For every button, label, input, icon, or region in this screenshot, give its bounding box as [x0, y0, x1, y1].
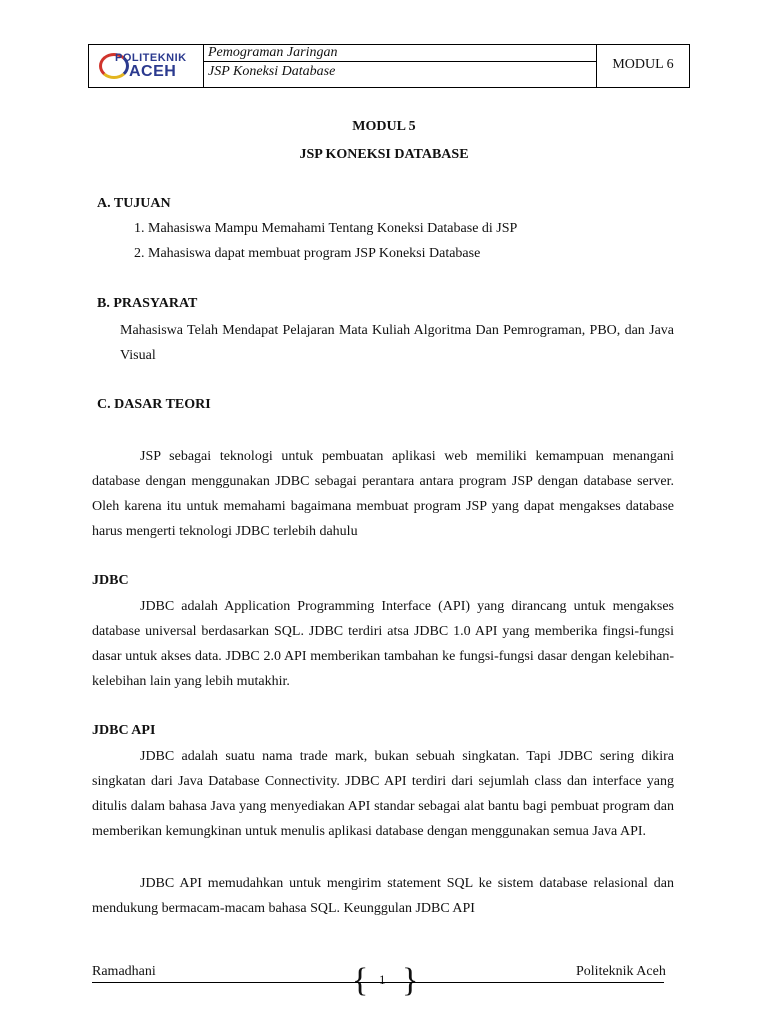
section-heading-prasyarat: B. PRASYARAT	[97, 296, 198, 311]
section-heading-dasar-teori: C. DASAR TEORI	[97, 397, 211, 412]
module-label: MODUL 6	[612, 57, 674, 72]
document-header	[88, 44, 690, 88]
module-title: MODUL 5	[352, 119, 416, 134]
module-cell	[597, 45, 689, 87]
header-divider	[204, 61, 596, 62]
footer-rule	[92, 982, 664, 983]
list-item: 1. Mahasiswa Mampu Memahami Tentang Koneksi Database di JSP	[134, 221, 518, 236]
section-heading-tujuan: A. TUJUAN	[97, 196, 171, 211]
section-heading-jdbc-api: JDBC API	[92, 723, 156, 738]
topic-name: JSP Koneksi Database	[208, 64, 336, 79]
jdbc-api-paragraph-1: JDBC adalah suatu nama trade mark, bukan sebuah singkatan. Tapi JDBC sering dikira singkatan dari Java Database Connectivity. JDBC API terdiri dari sejumlah class dan interface yang ditulis dalam bahasa Java yang menyediakan API standar sebagai alat bantu bagi pembuat program dan memberikan kemungkinan untuk menulis aplikasi database dengan menggunakan semua Java API.	[92, 749, 674, 839]
logo-cell	[89, 45, 204, 87]
section-heading-jdbc: JDBC	[92, 573, 129, 588]
jdbc-api-paragraph-2: JDBC API memudahkan untuk mengirim statement SQL ke sistem database relasional dan mendukung bermacam-macam bahasa SQL. Keunggulan JDBC API	[92, 876, 674, 916]
logo-text-bottom: ACEH	[129, 63, 177, 80]
list-item: 2. Mahasiswa dapat membuat program JSP Koneksi Database	[134, 246, 481, 261]
right-brace-icon: }	[402, 962, 419, 999]
jdbc-paragraph: JDBC adalah Application Programming Interface (API) yang dirancang untuk mengakses database universal berdasarkan SQL. JDBC terdiri atsa JDBC 1.0 API yang memberika fingsi-fungsi dasar untuk akses data. JDBC 2.0 API memberikan tambahan ke fungsi-fungsi dasar dengan kelebihan-kelebihan lain yang lebih mutakhir.	[92, 599, 674, 689]
dasar-teori-paragraph: JSP sebagai teknologi untuk pembuatan aplikasi web memiliki kemampuan menangani database dengan menggunakan JDBC sebagai perantara antara program JSP dengan database server. Oleh karena itu untuk memahami bagaimana membuat program JSP yang dapat mengakses database harus mengerti teknologi JDBC terlebih dahulu	[92, 449, 674, 539]
left-brace-icon: {	[352, 962, 369, 999]
footer-institution: Politeknik Aceh	[576, 964, 666, 979]
prasyarat-paragraph: Mahasiswa Telah Mendapat Pelajaran Mata Kuliah Algoritma Dan Pemrograman, PBO, dan Java Visual	[120, 323, 674, 363]
course-name: Pemograman Jaringan	[208, 45, 338, 60]
logo-text-top: POLITEKNIK	[115, 52, 187, 64]
page-number: 1	[379, 972, 386, 987]
header-title-cell	[204, 45, 597, 87]
footer-author: Ramadhani	[92, 964, 156, 979]
document-title: JSP KONEKSI DATABASE	[299, 147, 469, 162]
politeknik-aceh-logo	[99, 52, 195, 82]
